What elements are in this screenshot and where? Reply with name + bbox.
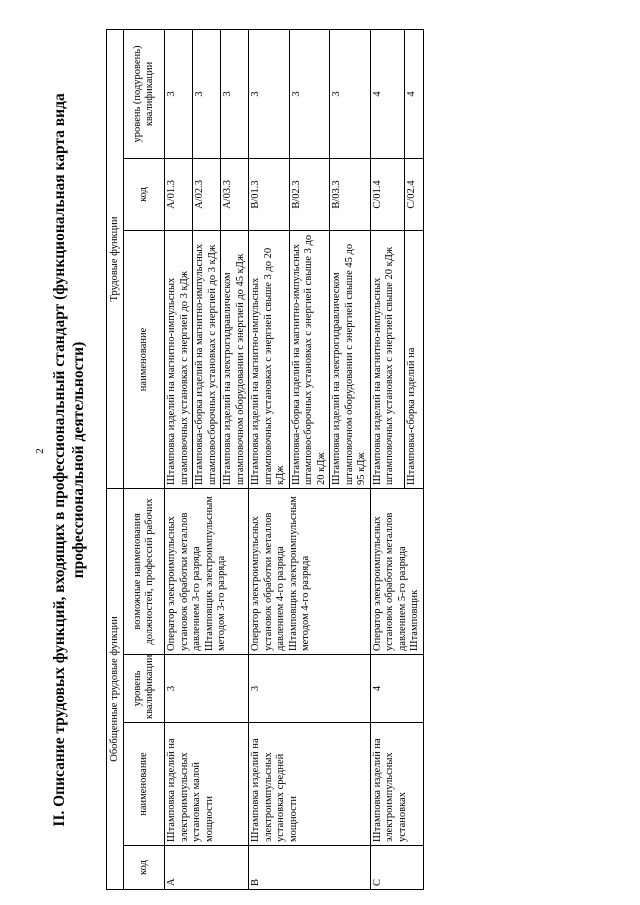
gtf-code: A [165,846,249,890]
gtf-level: 3 [165,655,249,723]
gtf-code: C [370,846,423,890]
position-item: Оператор электроимпульсных установок обработки металлов давлением 5-го разряда [371,512,408,651]
tf-level: 3 [193,29,221,158]
page-number: 2 [34,448,46,454]
header-positions: возможные наименования должностей, профессий рабочих [124,488,165,654]
table-row [249,29,290,889]
tf-name: Штамповка изделий на магнитно-импульсных штамповочных установках с энергией свыше 20 кДж [370,230,404,488]
section-title [50,30,88,890]
tf-name: Штамповка изделий на магнитно-импульсных штамповочных установках с энергией свыше 3 до 20 кДж [249,230,290,488]
gtf-name: Штамповка изделий на электроимпульсных установках малой мощности [165,723,249,846]
tf-name: Штамповка-сборка изделий на магнитно-импульсных штамповосборочных установках с энергией до 3 кДж [193,230,221,488]
tf-name: Штамповка изделий на электрогидравлическом штамповочном оборудовании с энергией до 45 кДж [221,230,249,488]
gtf-positions [370,488,423,654]
position-item: Оператор электроимпульсных установок обработки металлов давлением 4-го разряда [250,512,286,651]
gtf-level: 3 [249,655,371,723]
tf-code: B/02.3 [289,158,330,230]
header-tf-name: наименование [124,230,165,488]
tf-name: Штамповка-сборка изделий на [404,230,423,488]
tf-name: Штамповка изделий на магнитно-импульсных штамповочных установках с энергией до 3 кДж [165,230,193,488]
table-row [165,29,193,889]
gtf-code: B [249,846,371,890]
table-row [370,29,404,889]
tf-level: 4 [370,29,404,158]
tf-level: 3 [221,29,249,158]
header-labor-functions: Трудовые функции [107,29,124,488]
tf-name: Штамповка изделий на электрогидравлическом штамповочном оборудовании с энергией свыше 45 до 95 кДж [330,230,371,488]
header-name: наименование [124,723,165,846]
tf-level: 3 [289,29,330,158]
gtf-name: Штамповка изделий на электроимпульсных установках [370,723,423,846]
tf-code: A/02.3 [193,158,221,230]
tf-name: Штамповка-сборка изделий на магнитно-импульсных штамповосборочных установках с энергией свыше 3 до 20 кДж [289,230,330,488]
functional-map-table [106,29,424,890]
gtf-positions [249,488,371,654]
tf-code: A/01.3 [165,158,193,230]
gtf-name: Штамповка изделий на электроимпульсных установках средней мощности [249,723,371,846]
position-item: Штамповщик [409,589,420,651]
header-code: код [124,846,165,890]
header-tf-level: уровень (подуровень) квалификации [124,29,165,158]
tf-code: C/01.4 [370,158,404,230]
tf-level: 3 [249,29,290,158]
tf-code: B/03.3 [330,158,371,230]
header-level: уровень квалификации [124,655,165,723]
section-title-line-2: профессиональной деятельности) [70,341,87,579]
tf-code: A/03.3 [221,158,249,230]
position-item: Оператор электроимпульсных установок обработки металлов давлением 3-го разряда [166,512,202,651]
position-item: Штамповщик электроимпульсным методом 3-го разряда [203,496,227,651]
gtf-level: 4 [370,655,423,723]
rotated-page-content [50,30,610,890]
header-generalized-functions: Обобщенные трудовые функции [107,488,124,889]
tf-level: 3 [165,29,193,158]
gtf-positions [165,488,249,654]
tf-code: C/02.4 [404,158,423,230]
header-tf-code: код [124,158,165,230]
position-item: Штамповщик электроимпульсным методом 4-го разряда [287,496,311,651]
tf-code: B/01.3 [249,158,290,230]
tf-level: 3 [330,29,371,158]
tf-level: 4 [404,29,423,158]
section-title-line-1: II. Описание трудовых функций, входящих в профессиональный стандарт (функциональная карта вида [51,93,68,827]
